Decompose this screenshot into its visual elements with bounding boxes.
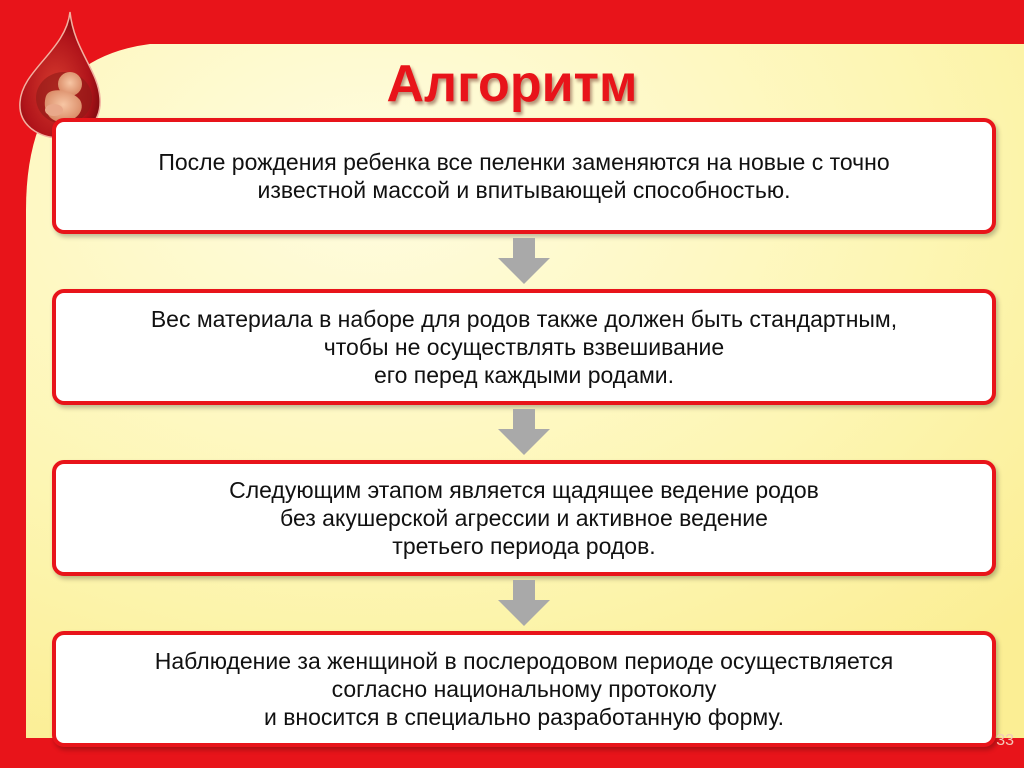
step-text-2: Вес материала в наборе для родов также должен быть стандартным, чтобы не осуществлять взвешивание его перед каждыми родами. bbox=[150, 306, 898, 388]
step-box-2 bbox=[52, 289, 996, 405]
slide-title: Алгоритм bbox=[386, 55, 638, 113]
step-text-3: Следующим этапом является щадящее ведение родов без акушерской агрессии и активное ведение третьего периода родов. bbox=[229, 477, 819, 559]
step-text-4: Наблюдение за женщиной в послеродовом периоде осуществляется согласно национальному протоколу и вносится в специально разработанную форму. bbox=[154, 648, 894, 730]
step-box-1 bbox=[52, 118, 996, 234]
page-number: 33 bbox=[996, 732, 1014, 749]
step-text-1: После рождения ребенка все пеленки заменяются на новые с точно известной массой и впитывающей способностью. bbox=[158, 149, 890, 203]
step-box-4 bbox=[52, 631, 996, 747]
arrow-down-icon bbox=[498, 409, 550, 455]
arrow-down-icon bbox=[498, 238, 550, 284]
arrow-down-icon bbox=[498, 580, 550, 626]
step-box-3 bbox=[52, 460, 996, 576]
